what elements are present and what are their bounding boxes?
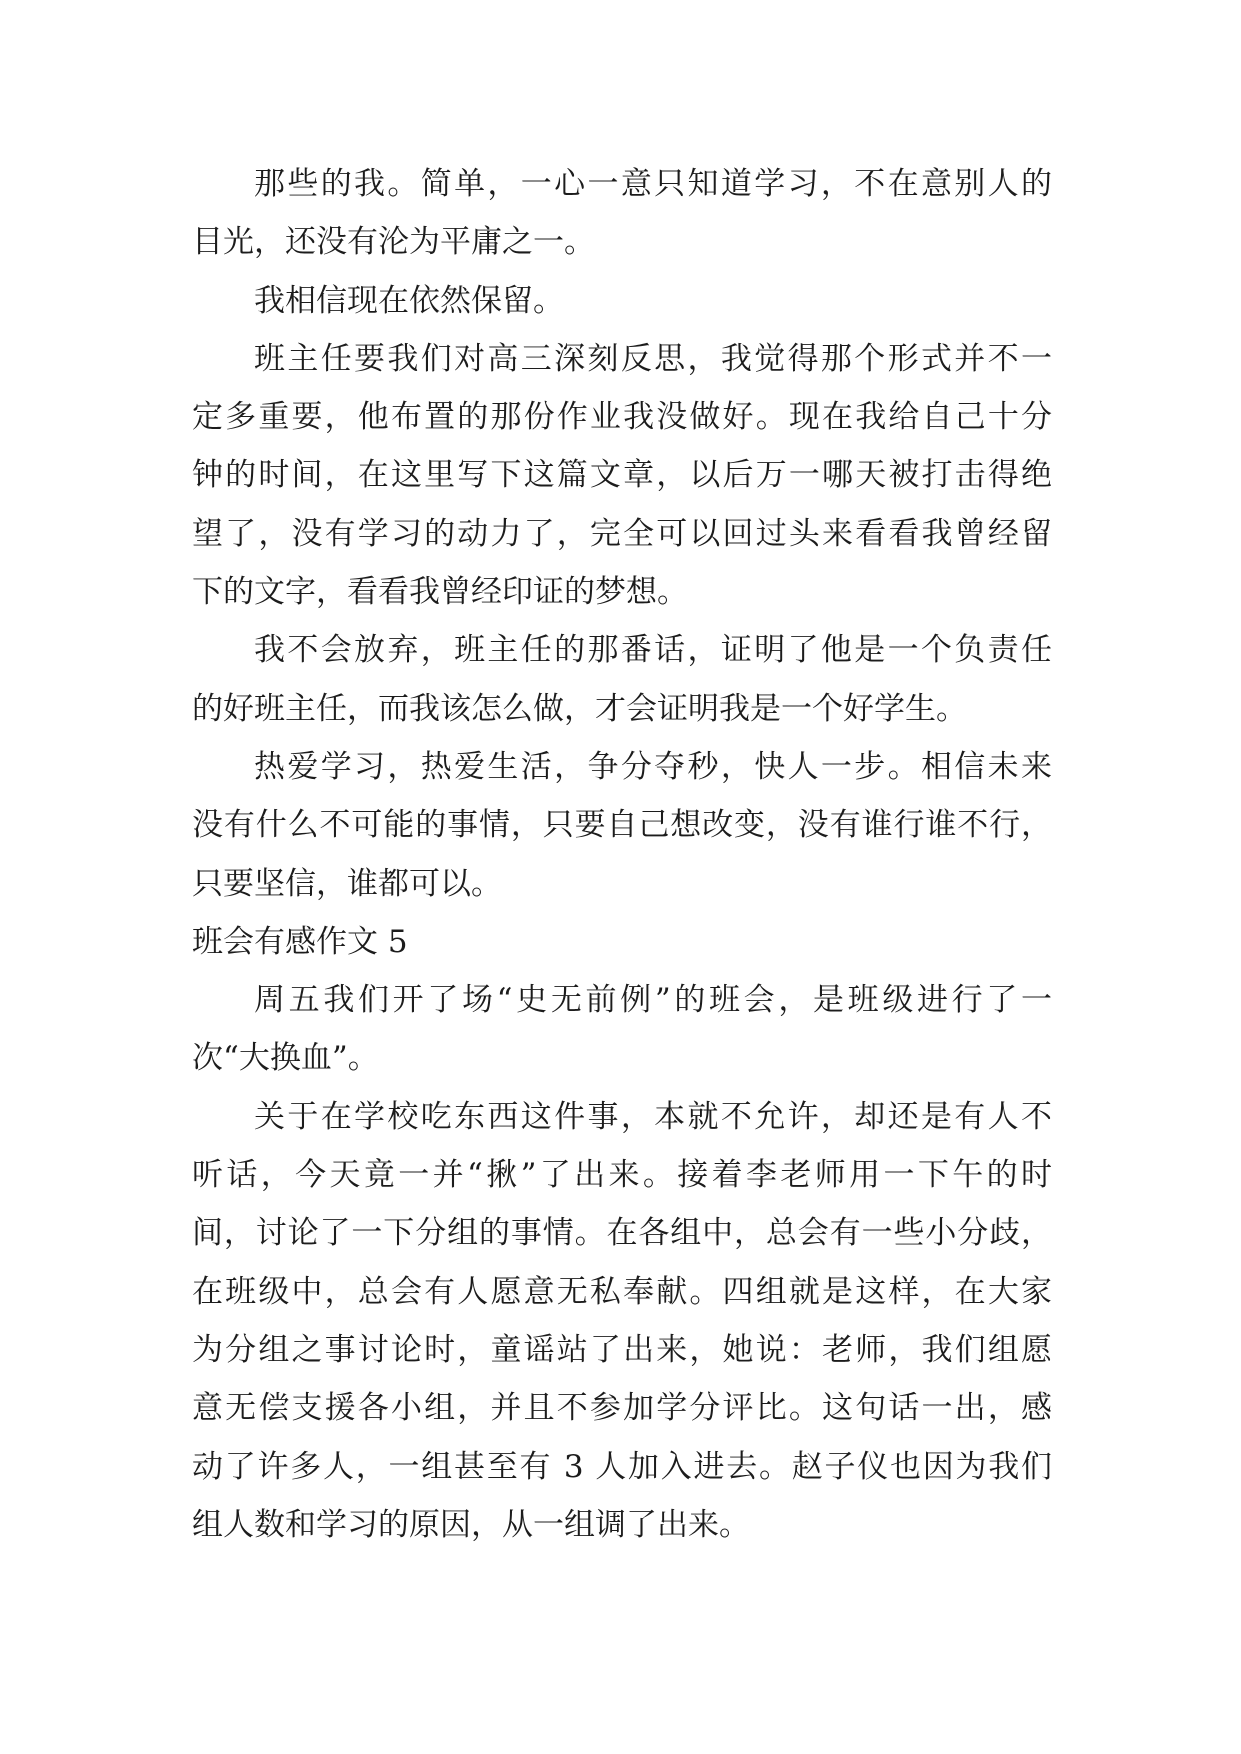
paragraph-line: 为分组之事讨论时，童谣站了出来，她说：老师，我们组愿 — [192, 1331, 1052, 1368]
paragraph-line: 关于在学校吃东西这件事，本就不允许，却还是有人不 — [254, 1098, 1052, 1135]
paragraph-line: 望了，没有学习的动力了，完全可以回过头来看看我曾经留 — [192, 515, 1052, 552]
paragraph-line: 意无偿支援各小组，并且不参加学分评比。这句话一出，感 — [192, 1390, 1052, 1427]
paragraph-line: 组人数和学习的原因，从一组调了出来。 — [192, 1506, 750, 1543]
paragraph-line: 下的文字，看看我曾经印证的梦想。 — [192, 574, 688, 611]
paragraph-line: 间，讨论了一下分组的事情。在各组中，总会有一些小分歧， — [192, 1215, 1052, 1252]
paragraph-line: 目光，还没有沦为平庸之一。 — [192, 224, 595, 261]
paragraph — [192, 621, 1052, 738]
paragraph-line: 热爱学习，热爱生活，争分夺秒，快人一步。相信未来 — [254, 748, 1052, 785]
paragraph-line: 定多重要，他布置的那份作业我没做好。现在我给自己十分 — [192, 399, 1052, 436]
paragraph-line: 周五我们开了场“史无前例”的班会，是班级进行了一 — [254, 982, 1052, 1019]
paragraph-line: 我相信现在依然保留。 — [254, 282, 564, 319]
paragraph — [192, 272, 1052, 330]
paragraph-line: 班主任要我们对高三深刻反思，我觉得那个形式并不一 — [254, 340, 1052, 377]
paragraph — [192, 155, 1052, 272]
paragraph-line: 没有什么不可能的事情，只要自己想改变，没有谁行谁不行， — [192, 807, 1052, 844]
paragraph-line: 那些的我。简单，一心一意只知道学习，不在意别人的 — [254, 166, 1052, 202]
paragraph-line: 钟的时间，在这里写下这篇文章，以后万一哪天被打击得绝 — [192, 457, 1052, 494]
paragraph-line: 我不会放弃，班主任的那番话，证明了他是一个负责任 — [254, 632, 1052, 669]
paragraph — [192, 738, 1052, 913]
paragraph — [192, 330, 1052, 621]
paragraph-line: 听话，今天竟一并“揪”了出来。接着李老师用一下午的时 — [192, 1157, 1052, 1194]
document-body — [192, 155, 1052, 1554]
paragraph-line: 只要坚信，谁都可以。 — [192, 865, 502, 902]
section-heading: 班会有感作文 5 — [192, 923, 408, 960]
paragraph — [192, 971, 1052, 1088]
paragraph-line: 的好班主任，而我该怎么做，才会证明我是一个好学生。 — [192, 690, 967, 727]
paragraph-line: 动了许多人，一组甚至有 3 人加入进去。赵子仪也因为我们 — [192, 1448, 1052, 1485]
paragraph-line: 在班级中，总会有人愿意无私奉献。四组就是这样，在大家 — [192, 1273, 1052, 1310]
paragraph — [192, 1088, 1052, 1554]
paragraph-line: 次“大换血”。 — [192, 1040, 379, 1077]
